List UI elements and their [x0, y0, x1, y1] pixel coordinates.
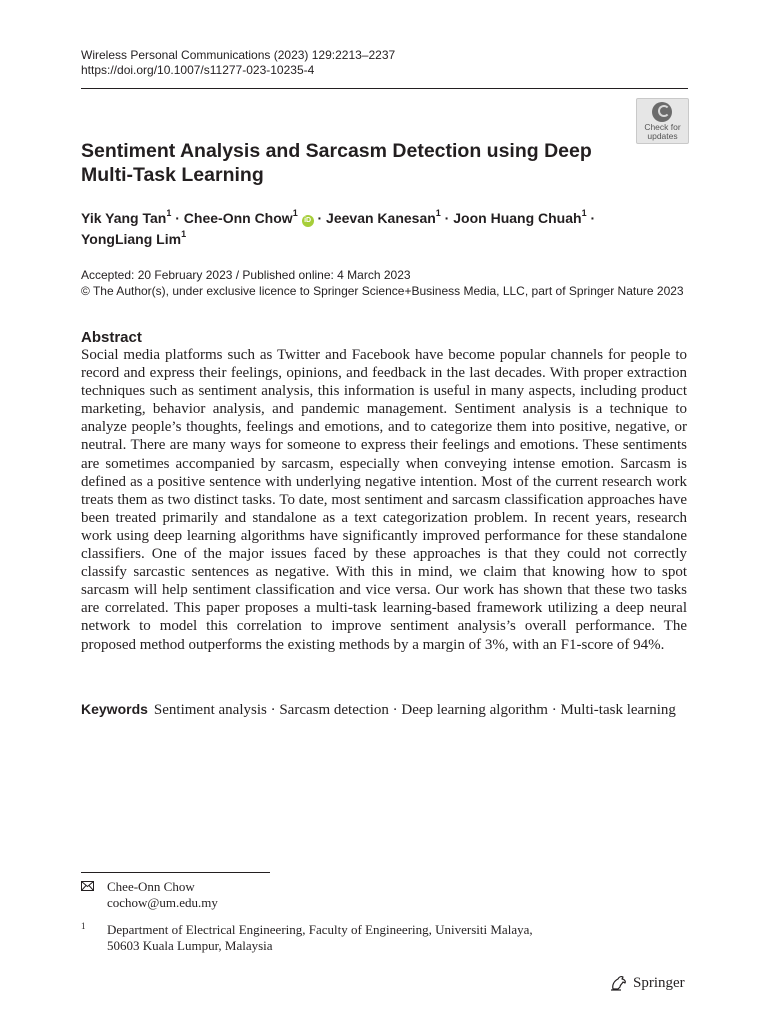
affiliation-line-1: Department of Electrical Engineering, Faculty of Engineering, Universiti Malaya,: [107, 922, 533, 937]
copyright-line: © The Author(s), under exclusive licence to Springer Science+Business Media, LLC, part of Springer Nature 2023: [81, 284, 684, 298]
journal-header: [81, 48, 395, 78]
author-affiliation-mark: 1: [181, 229, 187, 240]
abstract-text: Social media platforms such as Twitter and Facebook have become popular channels for people to record and express their feelings, opinions, and feedback in the last decades. With proper extraction techniques such as sentiment analysis, this information is useful in many aspects, including product marketing, behavior analysis, and pandemic management. Sentiment analysis is a technique to analyze people’s thoughts, feelings and emotions, and to categorize them into positive, negative, or neutral. There are many ways for someone to express their feelings and emotions. These sentiments are sometimes accompanied by sarcasm, especially when conveying intense emotion. Sarcasm is defined as a positive sentence with underlying negative intention. Most of the current research work treats them as two distinct tasks. To date, most sentiment and sarcasm classification approaches have been treated primarily and standalone as a text categorization problem. In recent years, research work using deep learning algorithms have significantly improved performance for these standalone classifiers. One of the major issues faced by these approaches is that they could not correctly classify sarcastic sentences as negative. With this in mind, we claim that knowing how to spot sarcasm will help sentiment classification and vice versa. Our work has shown that these two tasks are correlated. This paper proposes a multi-task learning-based framework utilizing a deep neural network to model this correlation to improve sentiment analysis’s overall performance. The proposed method outperforms the existing methods by a margin of 3%, with an F1-score of 94%.: [81, 347, 687, 653]
corresponding-name: Chee-Onn Chow: [107, 879, 195, 894]
abstract-heading: Abstract: [81, 329, 142, 346]
author-list: Yik Yang Tan$^1$ · Chee-Onn Chow$^1$ iD · Jeevan Kanesan$^1$ · Joon Huang Chuah$^1$ · YongLiang Lim$^1$: [81, 208, 596, 247]
keywords-section: [81, 700, 687, 719]
publication-dates: [81, 267, 701, 299]
springer-horse-icon: [610, 975, 628, 991]
author-name: Yik Yang Tan: [81, 210, 167, 226]
author-affiliation-mark: 1: [166, 208, 172, 219]
footnote-rule: [81, 872, 270, 873]
keywords-label: Keywords: [81, 701, 148, 717]
author-name: Chee-Onn Chow: [183, 210, 293, 226]
envelope-icon: [81, 881, 94, 891]
publisher-name: Springer: [633, 975, 685, 991]
paper-title: Sentiment Analysis and Sarcasm Detection using Deep Multi-Task Learning: [81, 140, 592, 186]
check-for-updates-badge[interactable]: [636, 98, 689, 144]
orcid-icon[interactable]: iD: [302, 215, 314, 227]
check-updates-icon: [652, 102, 672, 122]
accepted-published-line: Accepted: 20 February 2023 / Published online: 4 March 2023: [81, 268, 411, 282]
journal-citation: Wireless Personal Communications (2023) 129:2213–2237: [81, 48, 396, 62]
author-name: Jeevan Kanesan: [326, 210, 436, 226]
author-affiliation-mark: 1: [435, 208, 441, 219]
header-rule: [81, 88, 688, 89]
badge-line-1: Check for: [644, 122, 681, 132]
author-affiliation-mark: 1: [581, 208, 587, 219]
author-name: YongLiang Lim: [81, 231, 182, 247]
keywords-text: Sentiment analysis · Sarcasm detection · Deep learning algorithm · Multi-task learning: [153, 702, 676, 718]
affiliation-line-2: 50603 Kuala Lumpur, Malaysia: [107, 937, 273, 953]
corresponding-email[interactable]: cochow@um.edu.my: [107, 894, 218, 910]
badge-line-2: updates: [647, 131, 678, 141]
affiliation-number: 1: [81, 921, 86, 931]
author-affiliation-mark: 1: [292, 208, 298, 219]
author-name: Joon Huang Chuah: [453, 210, 582, 226]
doi-link[interactable]: https://doi.org/10.1007/s11277-023-10235-4: [81, 63, 315, 77]
